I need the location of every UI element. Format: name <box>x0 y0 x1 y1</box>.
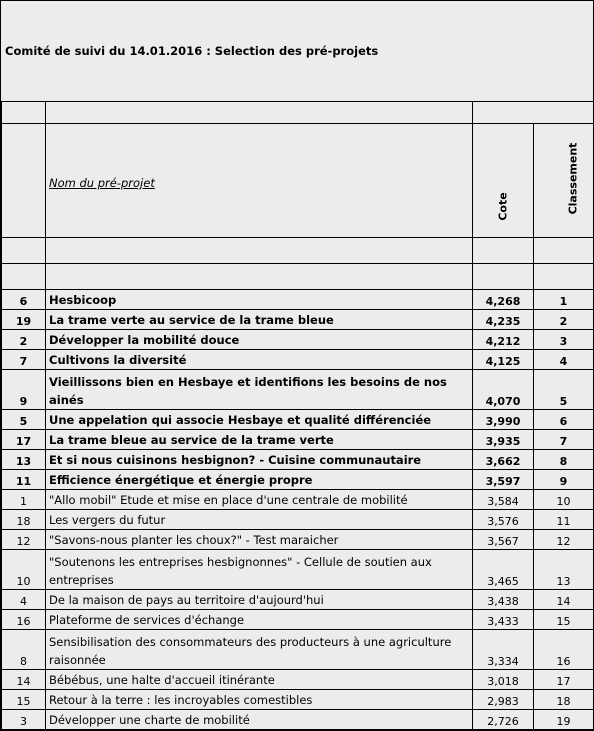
project-rank: 14 <box>534 590 594 610</box>
project-name: Et si nous cuisinons hesbignon? - Cuisine communautaire <box>46 450 473 470</box>
project-name: "Soutenons les entreprises hesbignonnes" - Cellule de soutien aux entreprises <box>46 550 473 590</box>
project-cote: 3,465 <box>473 550 534 590</box>
project-name: Les vergers du futur <box>46 510 473 530</box>
row-number: 19 <box>2 310 46 330</box>
table-row <box>2 330 594 350</box>
table-row <box>2 670 594 690</box>
project-rank: 12 <box>534 530 594 550</box>
project-cote: 2,726 <box>473 710 534 730</box>
project-cote: 3,567 <box>473 530 534 550</box>
project-rank: 13 <box>534 550 594 590</box>
table-row <box>2 410 594 430</box>
project-name: Hesbicoop <box>46 290 473 310</box>
header-row <box>2 124 594 238</box>
table-row <box>2 630 594 670</box>
row-number: 17 <box>2 430 46 450</box>
project-rank: 18 <box>534 690 594 710</box>
row-number: 4 <box>2 590 46 610</box>
table-row <box>2 450 594 470</box>
project-name: Plateforme de services d'échange <box>46 610 473 630</box>
project-name: Vieillissons bien en Hesbaye et identifions les besoins de nos ainés <box>46 370 473 410</box>
project-rank: 16 <box>534 630 594 670</box>
project-cote: 3,990 <box>473 410 534 430</box>
project-cote: 3,018 <box>473 670 534 690</box>
table-row <box>2 610 594 630</box>
project-cote: 3,433 <box>473 610 534 630</box>
table-row <box>2 310 594 330</box>
project-rank: 11 <box>534 510 594 530</box>
table-row <box>2 710 594 730</box>
header-name: Nom du pré-projet <box>49 176 155 190</box>
project-name: "Savons-nous planter les choux?" - Test maraicher <box>46 530 473 550</box>
project-rank: 9 <box>534 470 594 490</box>
table-row <box>2 350 594 370</box>
table-row <box>2 690 594 710</box>
blank-row <box>2 264 594 290</box>
project-cote: 3,438 <box>473 590 534 610</box>
project-rank: 4 <box>534 350 594 370</box>
project-cote: 3,334 <box>473 630 534 670</box>
project-name: Sensibilisation des consommateurs des producteurs à une agriculture raisonnée <box>46 630 473 670</box>
table-row <box>2 510 594 530</box>
project-rank: 2 <box>534 310 594 330</box>
row-number: 5 <box>2 410 46 430</box>
row-number: 7 <box>2 350 46 370</box>
row-number: 11 <box>2 470 46 490</box>
row-number: 18 <box>2 510 46 530</box>
project-cote: 4,235 <box>473 310 534 330</box>
header-classement: Classement <box>566 142 580 215</box>
project-name: Développer une charte de mobilité <box>46 710 473 730</box>
row-number: 3 <box>2 710 46 730</box>
blank-row <box>2 238 594 264</box>
row-number: 6 <box>2 290 46 310</box>
project-rank: 6 <box>534 410 594 430</box>
project-cote: 4,070 <box>473 370 534 410</box>
project-cote: 3,584 <box>473 490 534 510</box>
header-cote: Cote <box>496 192 510 221</box>
project-cote: 4,268 <box>473 290 534 310</box>
row-number: 13 <box>2 450 46 470</box>
row-number: 8 <box>2 630 46 670</box>
blank-row <box>2 102 594 124</box>
project-name: Développer la mobilité douce <box>46 330 473 350</box>
row-number: 10 <box>2 550 46 590</box>
row-number: 9 <box>2 370 46 410</box>
project-rank: 3 <box>534 330 594 350</box>
project-name: La trame verte au service de la trame bleue <box>46 310 473 330</box>
project-name: La trame bleue au service de la trame verte <box>46 430 473 450</box>
project-cote: 4,212 <box>473 330 534 350</box>
table-row <box>2 550 594 590</box>
table-row <box>2 590 594 610</box>
project-cote: 4,125 <box>473 350 534 370</box>
table-row <box>2 470 594 490</box>
project-name: Retour à la terre : les incroyables comestibles <box>46 690 473 710</box>
row-number: 12 <box>2 530 46 550</box>
project-rank: 7 <box>534 430 594 450</box>
project-name: Efficience énergétique et énergie propre <box>46 470 473 490</box>
project-cote: 3,935 <box>473 430 534 450</box>
table-row <box>2 530 594 550</box>
project-rank: 8 <box>534 450 594 470</box>
project-rank: 1 <box>534 290 594 310</box>
project-name: De la maison de pays au territoire d'aujourd'hui <box>46 590 473 610</box>
row-number: 14 <box>2 670 46 690</box>
table-row <box>2 290 594 310</box>
project-rank: 17 <box>534 670 594 690</box>
projects-table <box>1 101 594 730</box>
project-name: Une appelation qui associe Hesbaye et qualité différenciée <box>46 410 473 430</box>
project-cote: 3,576 <box>473 510 534 530</box>
project-rank: 19 <box>534 710 594 730</box>
project-name: Bébébus, une halte d'accueil itinérante <box>46 670 473 690</box>
project-rank: 10 <box>534 490 594 510</box>
table-row <box>2 370 594 410</box>
project-rank: 5 <box>534 370 594 410</box>
row-number: 16 <box>2 610 46 630</box>
project-name: Cultivons la diversité <box>46 350 473 370</box>
table-row <box>2 430 594 450</box>
project-cote: 3,597 <box>473 470 534 490</box>
project-name: "Allo mobil" Etude et mise en place d'une centrale de mobilité <box>46 490 473 510</box>
table-row <box>2 490 594 510</box>
project-rank: 15 <box>534 610 594 630</box>
row-number: 2 <box>2 330 46 350</box>
row-number: 15 <box>2 690 46 710</box>
row-number: 1 <box>2 490 46 510</box>
project-cote: 2,983 <box>473 690 534 710</box>
page-title: Comité de suivi du 14.01.2016 : Selection des pré-projets <box>5 44 379 58</box>
project-cote: 3,662 <box>473 450 534 470</box>
